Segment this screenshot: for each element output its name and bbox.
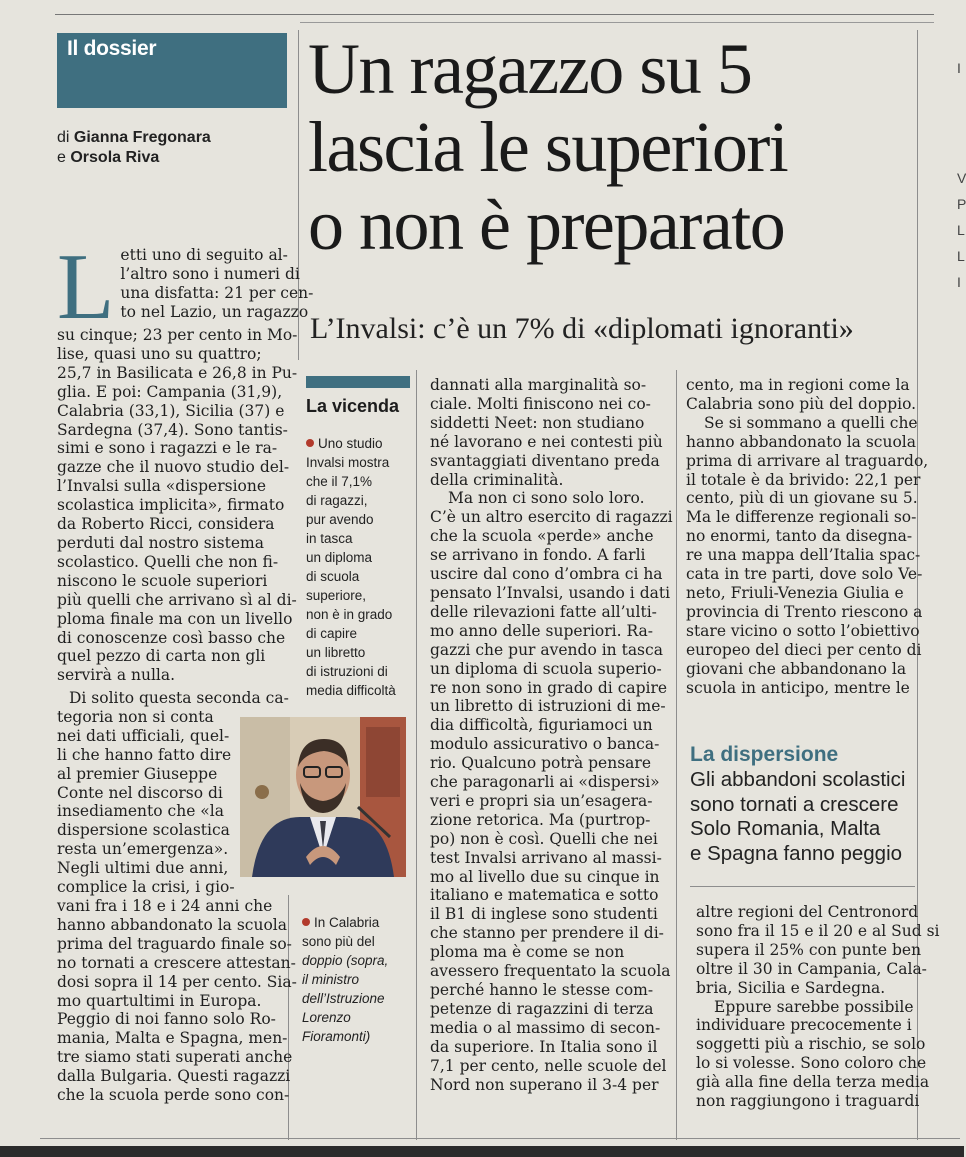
text-line: un libretto di istruzioni di me- — [430, 697, 666, 716]
text-line: mania, Malta e Spagna, men- — [57, 1029, 288, 1048]
note-line: che il 7,1% — [306, 474, 373, 489]
text-line: il B1 di inglese sono studenti — [430, 905, 658, 924]
text-line: uscire dal cono d’ombra ci ha — [430, 565, 663, 584]
text-line: che la scuola perde sono con- — [57, 1086, 290, 1105]
text-line: ploma finale ma con un livello — [57, 609, 293, 628]
note-line: pur avendo — [306, 512, 374, 527]
text-line: già alla fine della terza media — [696, 1073, 930, 1092]
text-line: C’è un altro esercito di ragazzi — [430, 508, 673, 527]
text-line: perché hanno le stesse com- — [430, 981, 654, 999]
text-line: quel pezzo di carta non gli — [57, 647, 266, 666]
text-line: vani fra i 18 e i 24 anni che — [57, 897, 273, 915]
highlight-line: Solo Romania, Malta — [690, 817, 881, 840]
text-line: cento, ma in regioni come la — [686, 376, 910, 394]
text-line: da Roberto Ricci, considera — [57, 515, 275, 534]
note-line: di istruzioni di — [306, 664, 388, 679]
headline-line: lascia le superiori — [308, 107, 788, 187]
text-line: no enormi, tanto da disegna- — [686, 527, 913, 546]
note-line: in tasca — [306, 531, 353, 546]
bullet-dot-icon — [302, 918, 310, 926]
text-line: re non sono in grado di capire — [430, 678, 668, 697]
text-line: glia. E poi: Campania (31,9), — [57, 382, 283, 401]
highlight-text — [690, 768, 930, 866]
article-column-1-narrow — [57, 689, 289, 897]
text-line: complice la crisi, i gio- — [57, 878, 235, 897]
subheadline: L’Invalsi: c’è un 7% di «diplomati ignoranti» — [310, 312, 854, 345]
text-line: servirà a nulla. — [57, 666, 176, 685]
text-line: svantaggiati diventano preda — [430, 451, 660, 470]
caption-line: dell’Istruzione — [302, 991, 385, 1006]
text-line: media o al massimo di secon- — [430, 1018, 661, 1037]
text-line: che paragonarli ai «dispersi» — [430, 773, 660, 792]
minister-photo — [240, 717, 406, 877]
text-line: cata in tre parti, dove solo Ve- — [686, 565, 923, 584]
text-line: gazzi che pur avendo in tasca — [430, 640, 663, 659]
sidebar-note — [306, 434, 416, 700]
bullet-dot-icon — [306, 439, 314, 447]
text-line: neto, Friuli-Venezia Giulia e — [686, 583, 904, 602]
note-line: Invalsi mostra — [306, 455, 390, 470]
text-line: su cinque; 23 per cento in Mo- — [57, 326, 298, 344]
highlight-line: Gli abbandoni scolastici — [690, 768, 906, 791]
text-line: Peggio di noi fanno solo Ro- — [57, 1010, 276, 1029]
text-line: Conte nel discorso di — [57, 783, 223, 802]
text-line: Ma le differenze regionali so- — [686, 508, 917, 527]
text-line: se arrivano in fondo. A farli — [430, 546, 646, 565]
text-line: petenze di ragazzini di terza — [430, 999, 654, 1018]
highlight-line: e Spagna fanno peggio — [690, 841, 903, 865]
text-line: nei dati ufficiali, quel- — [57, 726, 230, 745]
box-divider — [690, 886, 915, 887]
column-divider — [416, 370, 417, 1140]
text-line: rio. Qualcuno potrà pensare — [430, 754, 651, 773]
adjacent-page-edge — [935, 40, 964, 330]
text-line: Sardegna (37,4). Sono tantis- — [57, 420, 288, 439]
sidebar-title: La vicenda — [306, 396, 400, 416]
text-line: 25,7 in Basilicata e 26,8 in Pu- — [57, 363, 298, 382]
text-line: il totale è da brivido: 22,1 per — [686, 470, 921, 489]
text-line: scuola in anticipo, mentre le — [686, 678, 910, 697]
text-line: da superiore. In Italia sono il — [430, 1037, 658, 1056]
byline-prefix: e — [57, 149, 66, 166]
text-line: sono fra il 15 e il 20 e al Sud si — [696, 921, 940, 940]
text-line: Se si sommano a quelli che — [704, 413, 918, 432]
sidebar-accent-bar — [306, 376, 410, 388]
edge-letter: V — [957, 170, 966, 186]
text-line: dalla Bulgaria. Questi ragazzi — [57, 1067, 291, 1086]
text-line: tegoria non si conta — [57, 707, 214, 726]
text-line: zione retorica. Ma (purtrop- — [430, 810, 651, 829]
text-line: ciale. Molti finiscono nei co- — [430, 394, 651, 413]
edge-letter: I — [957, 274, 961, 290]
text-line: italiano e matematica e sotto — [430, 886, 659, 905]
caption-line: doppio (sopra, — [302, 953, 389, 968]
byline-prefix: di — [57, 129, 70, 146]
author-name: Gianna Fregonara — [73, 129, 211, 146]
text-line: cento, più di un giovane su 5. — [686, 489, 918, 508]
caption-line: In Calabria — [314, 915, 380, 930]
caption-line: Fioramonti) — [302, 1029, 371, 1044]
text-line: di conoscenze così basso che — [57, 628, 286, 647]
article-column-3 — [430, 376, 673, 1094]
text-line: supera il 25% con punte ben — [696, 940, 922, 959]
column-divider — [676, 370, 677, 1140]
text-line: li che hanno fatto dire — [57, 745, 232, 764]
note-line: di capire — [306, 626, 358, 641]
text-line: simi e sono i ragazzi e le ra- — [57, 439, 278, 458]
text-line: che stanno per prendere il di- — [430, 924, 664, 943]
text-line: Calabria sono più del doppio. — [686, 394, 917, 413]
bottom-rule — [40, 1138, 960, 1139]
text-line: una disfatta: 21 per cen- — [120, 283, 314, 302]
text-line: ploma ma è come se non — [430, 943, 625, 962]
text-line: mo al livello due su cinque in — [430, 867, 660, 886]
text-line: dannati alla marginalità so- — [430, 376, 647, 394]
edge-letter: L — [957, 248, 965, 264]
article-column-1-bottom — [57, 897, 297, 1105]
text-line: dosi sopra il 14 per cento. Sia- — [57, 972, 297, 991]
text-line: dia difficoltà, figuriamoci un — [430, 716, 653, 735]
text-line: lise, quasi uno su quattro; — [57, 344, 262, 363]
author-name: Orsola Riva — [70, 149, 160, 166]
text-line: al premier Giuseppe — [57, 764, 218, 783]
article-column-4-bottom — [696, 903, 940, 1111]
text-line: 7,1 per cento, nelle scuole del — [430, 1056, 667, 1075]
text-line: hanno abbandonato la scuola — [686, 432, 916, 451]
text-line: individuare precocemente i — [696, 1016, 912, 1035]
photo-caption — [302, 913, 412, 1046]
text-line: resta un’emergenza». — [57, 840, 229, 859]
text-line: provincia di Trento riescono a — [686, 602, 923, 621]
text-line: lo si volesse. Sono coloro che — [696, 1054, 927, 1073]
text-line: Eppure sarebbe possibile — [714, 997, 914, 1016]
text-line: scolastica implicita», firmato — [57, 496, 285, 515]
headline-line: o non è preparato — [308, 185, 785, 265]
text-line: tre siamo stati superati anche — [57, 1048, 293, 1067]
text-line: insediamento che «la — [57, 802, 224, 821]
note-line: Uno studio — [318, 436, 383, 451]
text-line: no tornati a crescere attestan- — [57, 953, 296, 972]
article-column-4 — [686, 376, 929, 697]
text-line: mo anno delle superiori. Ra- — [430, 621, 653, 640]
text-line: soggetti più a rischio, se solo — [696, 1035, 926, 1054]
text-line: non raggiungono i traguardi — [696, 1092, 920, 1111]
page-bottom-edge — [0, 1146, 964, 1157]
caption-line: Lorenzo — [302, 1010, 351, 1025]
text-line: altre regioni del Centronord — [696, 903, 919, 921]
headline-line: Un ragazzo su 5 — [308, 29, 752, 109]
note-line: media difficoltà — [306, 683, 396, 698]
text-line: gazze che il nuovo studio del- — [57, 458, 290, 477]
highlight-title: La dispersione — [690, 743, 839, 766]
text-line: etti uno di seguito al- — [120, 246, 288, 264]
note-line: un diploma — [306, 550, 373, 565]
text-line: Negli ultimi due anni, — [57, 859, 229, 878]
text-line: Di solito questa seconda ca- — [69, 689, 289, 707]
text-line: mo quartultimi in Europa. — [57, 991, 262, 1010]
note-line: un libretto — [306, 645, 366, 660]
edge-letter: I — [957, 60, 961, 76]
text-line: un diploma di scuola superio- — [430, 659, 662, 678]
note-line: di scuola — [306, 569, 360, 584]
article-column-1 — [57, 235, 314, 685]
caption-line: sono più del — [302, 934, 375, 949]
top-rule-secondary — [300, 22, 934, 23]
text-line: bria, Sicilia e Sardegna. — [696, 978, 886, 997]
text-line: l’altro sono i numeri di — [120, 264, 300, 283]
text-line: perduti dal nostro sistema — [57, 533, 264, 552]
text-line: Nord non superano il 3-4 per — [430, 1075, 659, 1094]
minister-photo-illustration — [240, 717, 406, 877]
text-line: avessero frequentato la scuola — [430, 962, 671, 981]
text-line: to nel Lazio, un ragazzo — [120, 302, 309, 321]
text-line: europeo del dieci per cento di — [686, 640, 922, 659]
caption-line: il ministro — [302, 972, 360, 987]
text-line: veri e propri sia un’esagera- — [430, 791, 653, 810]
text-line: scolastico. Quelli che non fi- — [57, 552, 279, 571]
text-line: Calabria (33,1), Sicilia (37) e — [57, 401, 285, 420]
text-line: che la scuola «perde» anche — [430, 527, 654, 546]
edge-letter: P — [957, 196, 966, 212]
top-rule — [55, 14, 934, 15]
text-line: po) non è così. Quelli che nei — [430, 829, 658, 848]
text-line: più quelli che arrivano sì al di- — [57, 590, 297, 609]
text-line: pensato l’Invalsi, usando i dati — [430, 583, 671, 602]
drop-cap: L — [57, 235, 115, 339]
section-banner — [57, 33, 287, 108]
text-line: stare vicino o sotto l’obiettivo — [686, 621, 920, 640]
text-line: né lavorano e nei contesti più — [430, 432, 663, 451]
text-line: l’Invalsi sulla «dispersione — [57, 477, 267, 496]
text-line: dispersione scolastica — [57, 821, 230, 840]
text-line: prima del traguardo finale so- — [57, 934, 292, 953]
note-line: superiore, — [306, 588, 367, 603]
text-line: hanno abbandonato la scuola — [57, 915, 287, 934]
text-line: giovani che abbandonano la — [686, 659, 907, 678]
note-line: non è in grado — [306, 607, 393, 622]
note-line: di ragazzi, — [306, 493, 368, 508]
headline — [308, 30, 908, 264]
text-line: Ma non ci sono solo loro. — [448, 489, 645, 508]
text-line: prima di arrivare al traguardo, — [686, 451, 929, 470]
text-line: modulo assicurativo o banca- — [430, 735, 660, 754]
edge-letter: L — [957, 222, 965, 238]
text-line: siddetti Neet: non studiano — [430, 413, 645, 432]
text-line: oltre il 30 in Campania, Cala- — [696, 959, 927, 978]
highlight-line: sono tornati a crescere — [690, 792, 899, 816]
text-line: delle rilevazioni fatte all’ulti- — [430, 602, 657, 621]
section-label: Il dossier — [67, 37, 157, 60]
text-line: niscono le scuole superiori — [57, 571, 268, 590]
text-line: test Invalsi arrivano al massi- — [430, 848, 662, 867]
text-line: re una mappa dell’Italia spac- — [686, 546, 921, 565]
byline — [57, 128, 211, 168]
text-line: della criminalità. — [430, 470, 564, 489]
